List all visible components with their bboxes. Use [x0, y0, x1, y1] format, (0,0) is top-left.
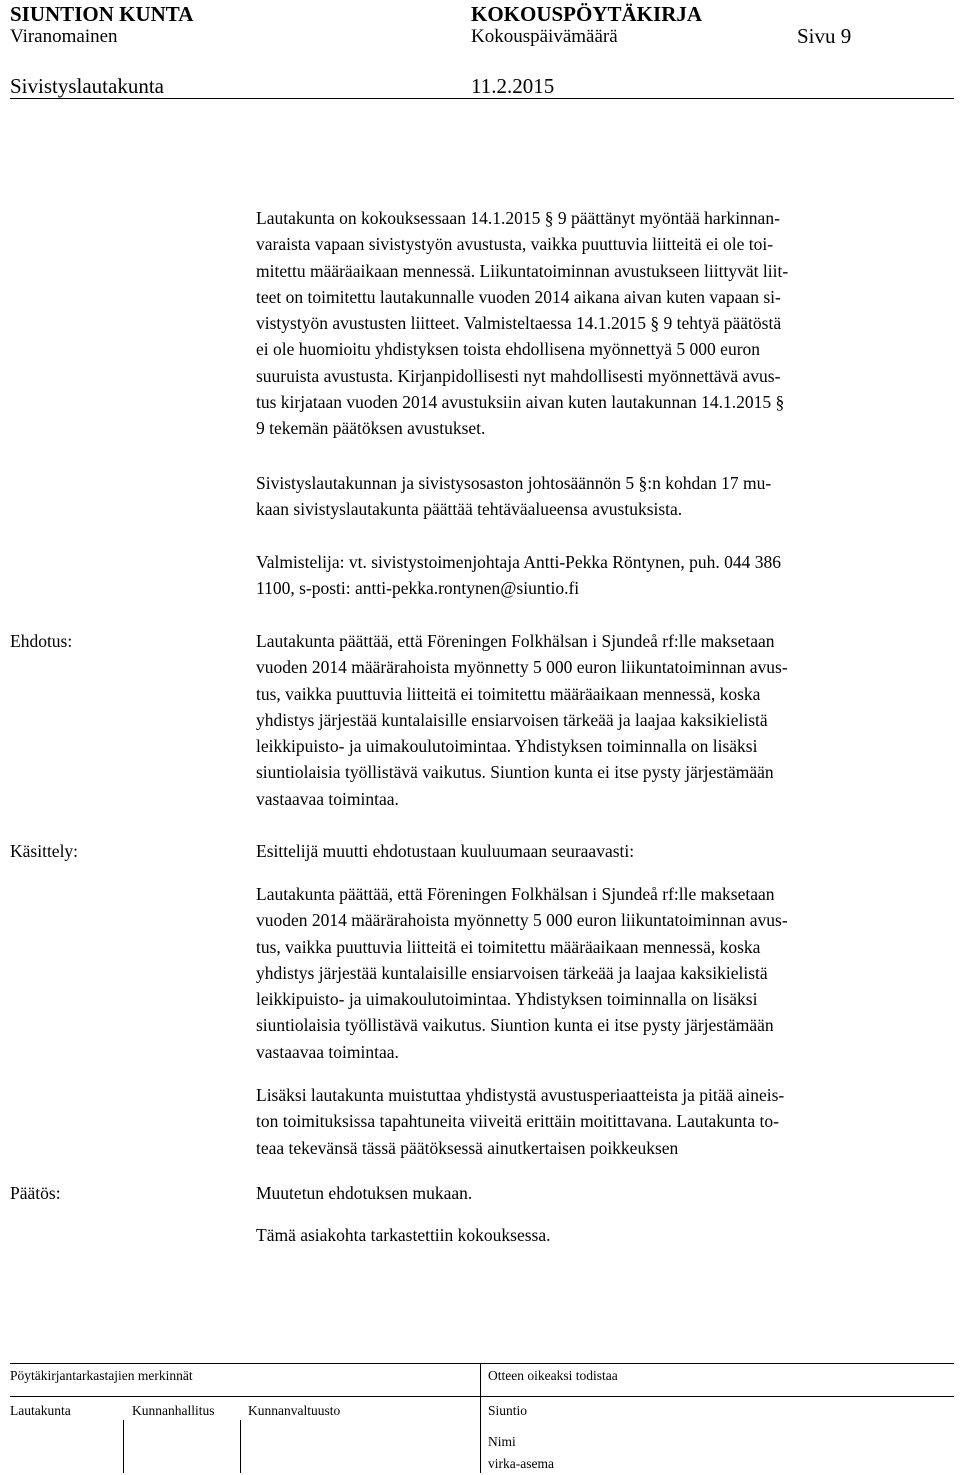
- signature-col-board: Lautakunta: [10, 1403, 71, 1418]
- text-line: tus kirjataan vuoden 2014 avustuksiin aivan kuten lautakunnan 14.1.2015 §: [256, 392, 785, 413]
- text-line: teet on toimitettu lautakunnalle vuoden 2014 aikana aivan kuten vapaan si-: [256, 286, 781, 307]
- authority-label: Viranomainen: [10, 26, 118, 47]
- text-line: 9 tekemän päätöksen avustukset.: [256, 418, 486, 439]
- footer-mid-rule: [10, 1396, 954, 1397]
- text-line: yhdistys järjestää kuntalaisille ensiarvoisen tärkeää ja laajaa kaksikielistä: [256, 962, 768, 983]
- text-line: Lautakunta päättää, että Föreningen Folkhälsan i Sjundeå rf:lle maksetaan: [256, 631, 775, 651]
- text-line: tus, vaikka puuttuvia liitteitä ei toimitettu määräaikaan mennessä, koska: [256, 936, 761, 957]
- handling-paragraph: [256, 838, 936, 864]
- text-line: leikkipuisto- ja uimakoulutoimintaa. Yhdistyksen toiminnalla on lisäksi: [256, 736, 758, 757]
- handling-label: Käsittely:: [10, 841, 79, 861]
- page-number: Sivu 9: [797, 24, 852, 48]
- text-line: vastaavaa toimintaa.: [256, 1041, 399, 1062]
- text-line: Muutetun ehdotuksen mukaan.: [256, 1183, 473, 1203]
- footer-top-rule: [10, 1363, 954, 1364]
- text-line: vuoden 2014 määrärahoista myönnetty 5 000 euron liikuntatoiminnan avus-: [256, 910, 788, 931]
- organization-name: SIUNTION KUNTA: [10, 2, 194, 26]
- text-line: leikkipuisto- ja uimakoulutoimintaa. Yhdistyksen toiminnalla on lisäksi: [256, 989, 758, 1010]
- date-label: Kokouspäivämäärä: [471, 26, 618, 47]
- text-line: Valmistelija: vt. sivistystoimenjohtaja Antti-Pekka Röntynen, puh. 044 386: [256, 552, 781, 572]
- proposal-paragraph: [256, 628, 936, 812]
- text-line: teaa tekevänsä tässä päätöksessä ainutkertaisen poikkeuksen: [256, 1137, 679, 1158]
- text-line: yhdistys järjestää kuntalaisille ensiarvoisen tärkeää ja laajaa kaksikielistä: [256, 709, 768, 730]
- regulation-paragraph: [256, 470, 936, 523]
- text-line: Esittelijä muutti ehdotustaan kuuluumaan seuraavasti:: [256, 841, 635, 861]
- footer-col-divider: [240, 1420, 241, 1473]
- reminder-paragraph: [256, 1082, 936, 1161]
- text-line: Lautakunta päättää, että Föreningen Folkhälsan i Sjundeå rf:lle maksetaan: [256, 884, 775, 904]
- text-line: Tämä asiakohta tarkastettiin kokouksessa.: [256, 1225, 551, 1245]
- decision-paragraph: [256, 1180, 936, 1206]
- text-line: siuntiolaisia työllistävä vaikutus. Siuntion kunta ei itse pysty järjestämään: [256, 762, 774, 783]
- text-line: ei ole huomioitu yhdistyksen toista ehdollisena myönnettyä 5 000 euron: [256, 339, 761, 360]
- certified-title: Otteen oikeaksi todistaa: [488, 1368, 618, 1383]
- text-line: Lisäksi lautakunta muistuttaa yhdistystä avustusperiaatteista ja pitää aineis-: [256, 1085, 785, 1105]
- title-label: virka-asema: [488, 1456, 554, 1471]
- text-line: mitettu määräaikaan mennessä. Liikuntatoiminnan avustukseen liittyvät liit-: [256, 260, 789, 281]
- text-line: Lautakunta on kokouksessaan 14.1.2015 § 9 päättänyt myöntää harkinnan-: [256, 208, 780, 228]
- text-line: vistystyön avustusten liitteet. Valmisteltaessa 14.1.2015 § 9 tehtyä päätöstä: [256, 313, 782, 334]
- footer-col-divider: [123, 1420, 124, 1473]
- place-label: Siuntio: [488, 1403, 528, 1418]
- reviewers-title: Pöytäkirjantarkastajien merkinnät: [10, 1368, 193, 1383]
- text-line: vastaavaa toimintaa.: [256, 788, 399, 809]
- proposal-label: Ehdotus:: [10, 631, 73, 651]
- text-line: Sivistyslautakunnan ja sivistysosaston johtosäännön 5 §:n kohdan 17 mu-: [256, 473, 772, 493]
- signature-col-council: Kunnanvaltuusto: [248, 1403, 341, 1418]
- text-line: varaista vapaan sivistystyön avustusta, vaikka puuttuvia liitteitä ei ole toi-: [256, 234, 774, 255]
- text-line: kaan sivistyslautakunta päättää tehtäväalueensa avustuksista.: [256, 499, 683, 520]
- name-label: Nimi: [488, 1434, 516, 1449]
- preparer-paragraph: [256, 549, 936, 602]
- text-line: tus, vaikka puuttuvia liitteitä ei toimitettu määräaikaan mennessä, koska: [256, 683, 761, 704]
- signature-col-executive: Kunnanhallitus: [132, 1403, 215, 1418]
- decision-label: Päätös:: [10, 1183, 61, 1203]
- text-line: ton toimituksissa tapahtuneita viiveitä erittäin moitittavana. Lautakunta to-: [256, 1111, 779, 1132]
- text-line: suuruista avustusta. Kirjanpidollisesti nyt mahdollisesti myönnettävä avus-: [256, 365, 781, 386]
- meeting-date: 11.2.2015: [471, 74, 555, 98]
- amended-proposal-paragraph: [256, 881, 936, 1065]
- checked-paragraph: [256, 1222, 936, 1248]
- header-divider: [10, 98, 954, 99]
- document-type: KOKOUSPÖYTÄKIRJA: [471, 2, 703, 26]
- footer-center-divider: [480, 1363, 481, 1473]
- intro-paragraph: [256, 205, 936, 442]
- text-line: vuoden 2014 määrärahoista myönnetty 5 000 euron liikuntatoiminnan avus-: [256, 657, 788, 678]
- authority-name: Sivistyslautakunta: [10, 74, 164, 98]
- text-line: 1100, s-posti: antti-pekka.rontynen@siuntio.fi: [256, 578, 580, 599]
- text-line: siuntiolaisia työllistävä vaikutus. Siuntion kunta ei itse pysty järjestämään: [256, 1015, 774, 1036]
